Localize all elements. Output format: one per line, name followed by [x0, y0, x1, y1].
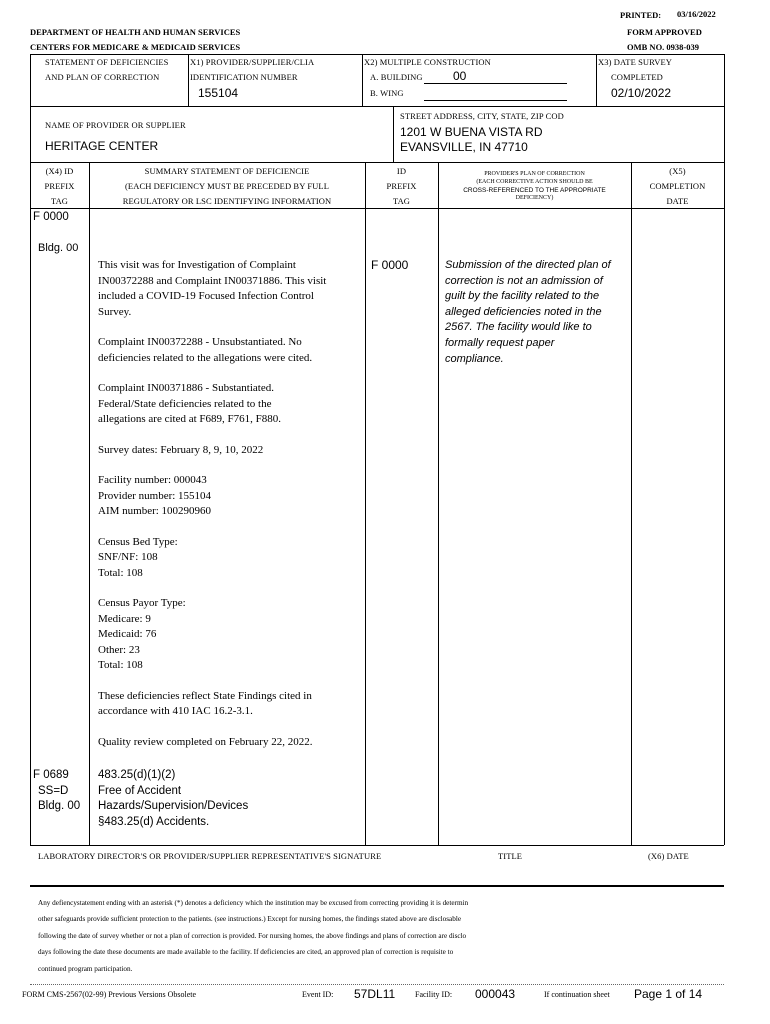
x6-date-label: (X6) DATE	[648, 851, 689, 861]
para-census-bed: Census Bed Type: SNF/NF: 108 Total: 108	[98, 535, 178, 579]
event-id-label: Event ID:	[302, 990, 334, 999]
printed-label: PRINTED:	[620, 10, 662, 20]
wing-label: B. WING	[370, 88, 404, 98]
para-numbers: Facility number: 000043 Provider number: 155104 AIM number: 100290960	[98, 474, 212, 517]
omb-number: OMB NO. 0938-039	[627, 42, 700, 52]
form-approved: FORM APPROVED	[627, 27, 702, 37]
id-header-line3: TAG	[392, 196, 411, 206]
id-header-line2: PREFIX	[386, 181, 417, 191]
facility-id-label: Facility ID:	[415, 990, 453, 999]
summary-header-line2: (EACH DEFICIENCY MUST BE PRECEDED BY FULL	[124, 181, 330, 191]
summary-statement	[98, 258, 363, 750]
building-tag: Bldg. 00	[38, 242, 79, 254]
provider-id-value: 155104	[198, 86, 239, 100]
provider-name-value: HERITAGE CENTER	[45, 139, 159, 153]
para-visit: This visit was for Investigation of Complaint IN00372288 and Complaint IN00371886. This visit included a COVID-19 Focused Infection Control Survey.	[98, 259, 327, 318]
para-state-findings: These deficiencies reflect State Findings cited in accordance with 410 IAC 16.2-3.1.	[98, 689, 312, 717]
x5-header-line1: (X5)	[669, 166, 686, 176]
prefix-tag-f0000: F 0000	[33, 211, 69, 223]
page-number: Page 1 of 14	[634, 987, 703, 1001]
address-label: STREET ADDRESS, CITY, STATE, ZIP COD	[400, 111, 564, 121]
para-complaint-2: Complaint IN00371886 - Substantiated. Federal/State deficiencies related to the allegations are cited at F689, F761, F880.	[98, 382, 281, 425]
plan-of-correction: Submission of the directed plan of correction is not an admission of guilt by the facility related to the alleged deficiencies noted in the 2567. The facility would like to formally request paper compliance.	[445, 259, 611, 365]
summary-header-line1: SUMMARY STATEMENT OF DEFICIENCIE	[144, 166, 310, 176]
plan-header-line3: CROSS-REFERENCED TO THE APPROPRIATE	[463, 187, 606, 194]
x4-header-line1: (X4) ID	[45, 166, 74, 176]
f689-regulation: 483.25(d)(1)(2) Free of Accident Hazards/Supervision/Devices §483.25(d) Accidents.	[98, 769, 249, 828]
signature-label: LABORATORY DIRECTOR'S OR PROVIDER/SUPPLIER REPRESENTATIVE'S SIGNATURE	[38, 851, 382, 861]
x4-header-line2: PREFIX	[44, 181, 75, 191]
printed-date: 03/16/2022	[677, 9, 716, 19]
form-number: FORM CMS-2567(02-99) Previous Versions Obsolete	[22, 990, 197, 999]
facility-id-value: 000043	[475, 987, 516, 1001]
x1-label-line2: IDENTIFICATION NUMBER	[190, 72, 298, 82]
x3-label-line2: COMPLETED	[611, 72, 663, 82]
address-line2: EVANSVILLE, IN 47710	[400, 140, 528, 154]
summary-header-line3: REGULATORY OR LSC IDENTIFYING INFORMATION	[122, 196, 332, 206]
survey-date-value: 02/10/2022	[611, 86, 672, 100]
id-prefix-f0000: F 0000	[371, 258, 409, 272]
disclaimer: Any defiencystatement ending with an asterisk (*) denotes a deficiency which the institution may be excused from correcting providing it is determin other safeguards provide sufficient protection to the patients. (see instructions.) Except for nursing homes, the findings stated above are disclosable following the date of survey whether or not a plan of correction is provided. For nursing homes, the above findings and plans of correction are disclo days following the date these documents are made available to the facility. If deficiencies are cited, an approved plan of correction is requisite to continued program participation.	[38, 899, 469, 973]
x5-header-line2: COMPLETION	[649, 181, 706, 191]
plan-header-line2: (EACH CORRECTIVE ACTION SHOULD BE	[476, 179, 593, 185]
prefix-tag-f0689: F 0689 SS=D Bldg. 00	[33, 769, 81, 812]
department-name: DEPARTMENT OF HEALTH AND HUMAN SERVICES	[30, 27, 241, 37]
event-id-value: 57DL11	[354, 987, 396, 1001]
para-complaint-1: Complaint IN00372288 - Unsubstantiated. No deficiencies related to the allegations were cited.	[98, 336, 313, 364]
statement-label-line1: STATEMENT OF DEFICIENCIES	[45, 57, 169, 67]
statement-label-line2: AND PLAN OF CORRECTION	[45, 72, 160, 82]
building-value: 00	[453, 69, 467, 83]
plan-header-line4: DEFICIENCY)	[515, 195, 554, 201]
para-census-payor: Census Payor Type: Medicare: 9 Medicaid: 76 Other: 23 Total: 108	[98, 597, 186, 671]
title-label: TITLE	[498, 851, 523, 861]
para-quality-review: Quality review completed on February 22, 2022.	[98, 735, 313, 748]
id-header-line1: ID	[396, 166, 407, 176]
address-line1: 1201 W BUENA VISTA RD	[400, 125, 543, 139]
plan-header-line1: PROVIDER'S PLAN OF CORRECTION	[484, 171, 585, 177]
building-label: A. BUILDING	[370, 72, 423, 82]
x1-label-line1: X1) PROVIDER/SUPPLIER/CLIA	[190, 57, 315, 67]
para-survey-dates: Survey dates: February 8, 9, 10, 2022	[98, 443, 264, 456]
x3-label-line1: X3) DATE SURVEY	[598, 57, 673, 67]
x5-header-line3: DATE	[666, 196, 689, 206]
continuation-label: If continuation sheet	[544, 990, 610, 999]
x2-label: X2) MULTIPLE CONSTRUCTION	[364, 57, 491, 67]
provider-name-label: NAME OF PROVIDER OR SUPPLIER	[45, 120, 186, 130]
x4-header-line3: TAG	[50, 196, 69, 206]
agency-name: CENTERS FOR MEDICARE & MEDICAID SERVICES	[30, 42, 241, 52]
